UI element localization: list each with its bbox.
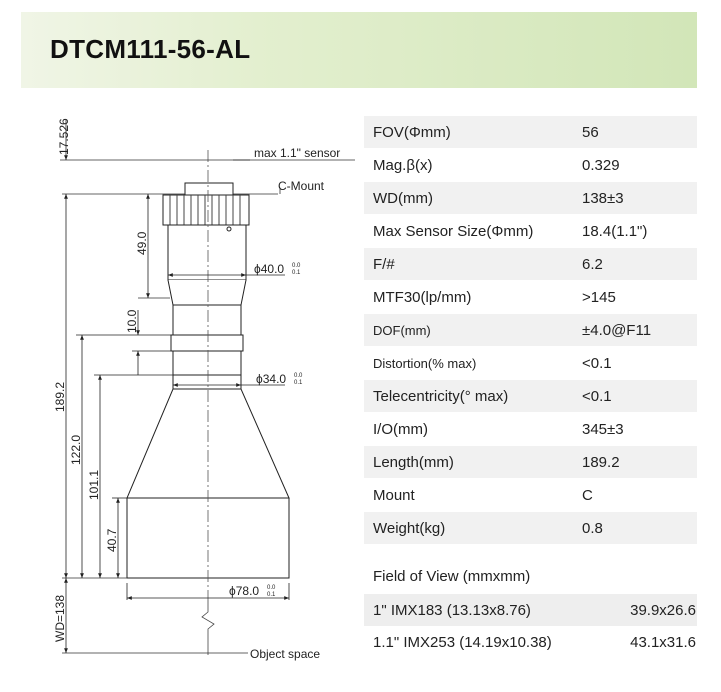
fov-table xyxy=(364,594,697,658)
spec-label: Distortion(% max) xyxy=(364,347,562,380)
lens-dimension-drawing xyxy=(0,105,370,692)
fov-sensor: 1" IMX183 (13.13x8.76) xyxy=(364,594,610,626)
spec-row xyxy=(364,215,697,248)
spec-row xyxy=(364,479,697,512)
spec-label: Mount xyxy=(364,479,562,512)
dia-34-label: ϕ34.0 xyxy=(256,372,287,386)
set-screw xyxy=(227,227,231,231)
product-title: DTCM111-56-AL xyxy=(50,34,251,64)
object-space-label: Object space xyxy=(250,647,321,661)
spec-value: 56 xyxy=(562,116,697,149)
dia-78-tol-hi: 0.0 xyxy=(267,585,276,591)
spec-row xyxy=(364,182,697,215)
fov-row xyxy=(364,594,697,626)
dim-122: 122.0 xyxy=(69,434,83,465)
spec-label: Mag.β(x) xyxy=(364,149,562,182)
dia-78-tol-lo: 0.1 xyxy=(267,592,276,598)
spec-value: <0.1 xyxy=(562,380,697,413)
spec-label: Max Sensor Size(Φmm) xyxy=(364,215,562,248)
ring-10mm xyxy=(171,335,243,351)
sensor-label: max 1.1" sensor xyxy=(254,146,341,160)
middle-barrel xyxy=(173,305,241,335)
spec-row xyxy=(364,512,697,545)
spec-row xyxy=(364,413,697,446)
dim-wd: WD=138 xyxy=(53,594,67,642)
spec-table xyxy=(364,116,697,545)
dia-40-tol-hi: 0.0 xyxy=(292,263,301,269)
spec-row xyxy=(364,380,697,413)
spec-row xyxy=(364,446,697,479)
c-mount-label: C-Mount xyxy=(278,179,325,193)
spec-label: DOF(mm) xyxy=(364,314,562,347)
dim-49: 49.0 xyxy=(135,231,149,255)
spec-value: C xyxy=(562,479,697,512)
dim-17526: 17.526 xyxy=(57,118,71,155)
dia-40-tol-lo: 0.1 xyxy=(292,270,301,276)
spec-row xyxy=(364,281,697,314)
spec-value: 138±3 xyxy=(562,182,697,215)
spec-value: 345±3 xyxy=(562,413,697,446)
spec-value: 0.8 xyxy=(562,512,697,545)
dim-10: 10.0 xyxy=(125,309,139,333)
spec-value: 189.2 xyxy=(562,446,697,479)
dim-1892: 189.2 xyxy=(53,381,67,412)
spec-label: I/O(mm) xyxy=(364,413,562,446)
neck xyxy=(168,280,246,305)
fov-table-title: Field of View (mmxmm) xyxy=(373,568,531,585)
spec-value: 6.2 xyxy=(562,248,697,281)
dia-34-tol-lo: 0.1 xyxy=(294,380,303,386)
knurled-ring xyxy=(163,195,249,225)
spec-label: Telecentricity(° max) xyxy=(364,380,562,413)
title-banner xyxy=(21,12,697,88)
dia-34-tol-hi: 0.0 xyxy=(294,373,303,379)
phi34-ring xyxy=(173,375,241,389)
dia-78-label: ϕ78.0 xyxy=(229,584,260,598)
fov-value: 39.9x26.6 xyxy=(610,594,697,626)
lower-barrel xyxy=(173,351,241,375)
break-mark xyxy=(202,600,214,655)
spec-row xyxy=(364,116,697,149)
spec-label: Weight(kg) xyxy=(364,512,562,545)
spec-value: <0.1 xyxy=(562,347,697,380)
fov-row xyxy=(364,626,697,658)
spec-value: ±4.0@F11 xyxy=(562,314,697,347)
upper-barrel xyxy=(168,225,246,280)
spec-value: >145 xyxy=(562,281,697,314)
spec-row xyxy=(364,149,697,182)
spec-value: 0.329 xyxy=(562,149,697,182)
spec-label: WD(mm) xyxy=(364,182,562,215)
spec-row xyxy=(364,347,697,380)
spec-label: MTF30(lp/mm) xyxy=(364,281,562,314)
dia-40-label: ϕ40.0 xyxy=(254,262,285,276)
dim-1011: 101.1 xyxy=(87,469,101,500)
spec-value: 18.4(1.1") xyxy=(562,215,697,248)
spec-row xyxy=(364,248,697,281)
c-mount-ring xyxy=(185,183,233,195)
spec-label: Length(mm) xyxy=(364,446,562,479)
spec-label: FOV(Φmm) xyxy=(364,116,562,149)
fov-sensor: 1.1" IMX253 (14.19x10.38) xyxy=(373,633,552,651)
spec-label: F/# xyxy=(364,248,562,281)
dim-407: 40.7 xyxy=(105,528,119,552)
fov-value: 43.1x31.6 xyxy=(630,633,696,651)
spec-row xyxy=(364,314,697,347)
